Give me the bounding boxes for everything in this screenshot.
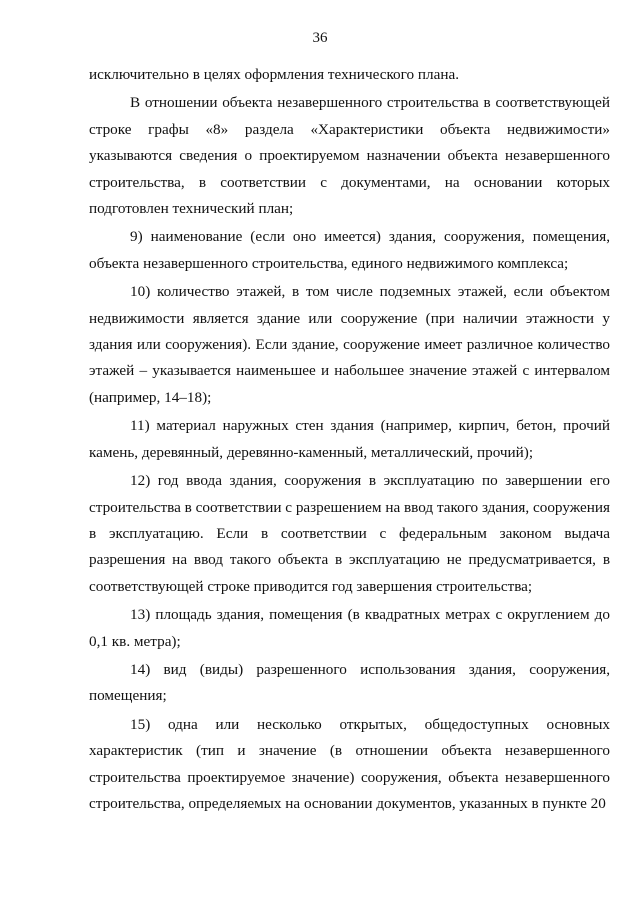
paragraph-unfinished-construction-purpose: В отношении объекта незавершенного строительства в соответствующей строке графы «8» раздела «Характеристики объекта недвижимости» указываются сведения о проектируемом назначении объекта незавершенного строительства, в соответствии с документами, на основании которых подготовлен технический план; <box>89 94 610 218</box>
paragraph-item-12-commissioning-year: 12) год ввода здания, сооружения в эксплуатацию по завершении его строительства в соответствии с разрешением на ввод такого здания, сооружения в эксплуатацию. Если в соответствии с федеральным законом выдача разрешения на ввод такого объекта в эксплуатацию не предусматривается, в соответствующей строке приводится год завершения строительства; <box>89 472 610 595</box>
paragraph-continuation: исключительно в целях оформления технического плана. <box>89 66 459 83</box>
paragraph-item-14-permitted-use: 14) вид (виды) разрешенного использования здания, сооружения, помещения; <box>89 660 610 705</box>
page-body <box>89 62 610 817</box>
paragraph-item-13-area: 13) площадь здания, помещения (в квадратных метрах с округлением до 0,1 кв. метра); <box>89 606 610 650</box>
paragraph-item-15-characteristics: 15) одна или несколько открытых, общедоступных основных характеристик (тип и значение (в отношении объекта незавершенного строительства проектируемое значение) сооружения, объекта незавершенного строительства, определяемых на основании документов, указанных в пункте 20 <box>89 715 610 812</box>
paragraph-item-9-name: 9) наименование (если оно имеется) здания, сооружения, помещения, объекта незавершенного строительства, единого недвижимого комплекса; <box>89 228 610 272</box>
page-number: 36 <box>312 30 328 46</box>
paragraph-item-10-floors: 10) количество этажей, в том числе подземных этажей, если объектом недвижимости является здание или сооружение (при наличии этажности у здания или сооружения). Если здание, сооружение имеет различное количество этажей – указывается наименьшее и набольшее значение этажей с интервалом (например, 14–18); <box>89 283 610 406</box>
paragraph-item-11-wall-material: 11) материал наружных стен здания (например, кирпич, бетон, прочий камень, деревянный, деревянно-каменный, металлический, прочий); <box>89 417 610 461</box>
